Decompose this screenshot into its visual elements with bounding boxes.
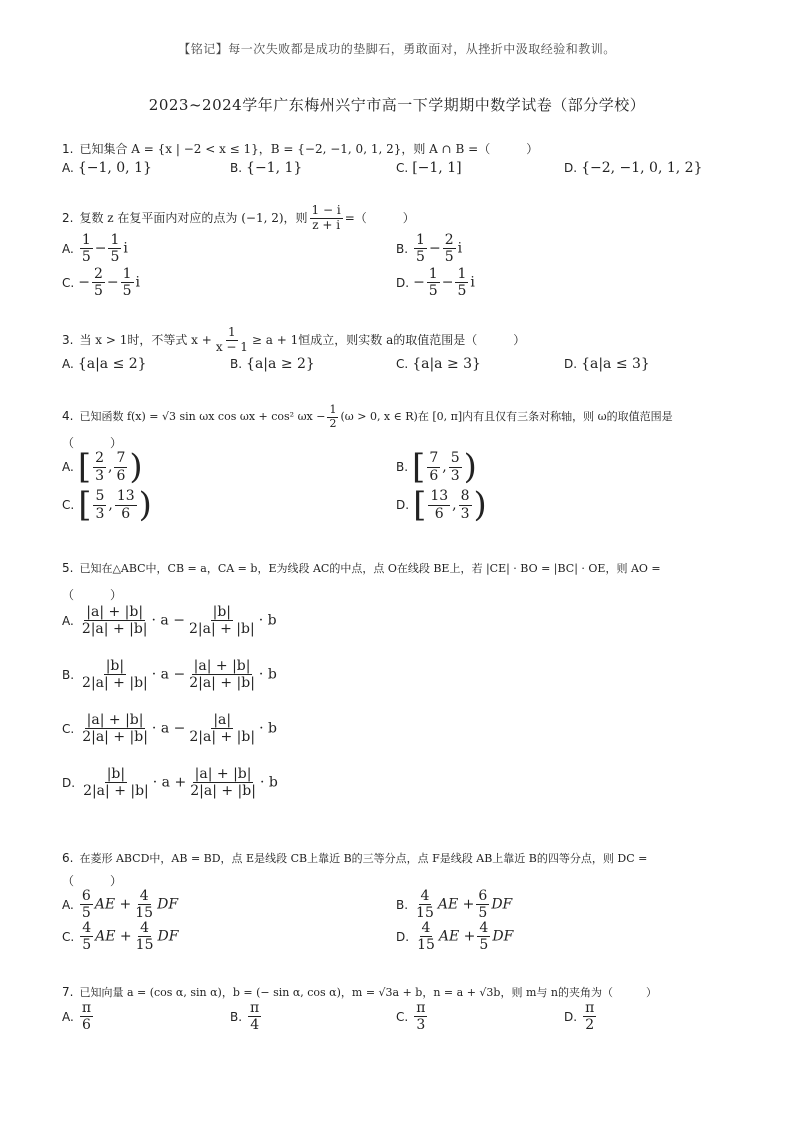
option-b[interactable]: B. $\frac{1}{5}$ − $\frac{2}{5}$ i: [396, 232, 463, 266]
question-number: 1.: [62, 142, 74, 156]
question-number: 5.: [62, 561, 74, 575]
question-stem: 当 x > 1时，不等式 x +: [79, 332, 212, 347]
option-a[interactable]: A. $\frac{|a| + |b|}{2|a| + |b|}$ · a − $\frac{|b|}{2|a| + |b|}$ · b: [62, 604, 277, 638]
answer-paren: （ ）: [62, 588, 123, 602]
option-a[interactable]: A. $\frac{6}{5}$ AE + $\frac{4}{15}$ DF: [62, 888, 179, 922]
question-5: [62, 560, 661, 603]
option-b[interactable]: B. {a|a ≥ 2}: [230, 356, 315, 372]
option-b[interactable]: B. $\frac{\pi}{4}$: [230, 1000, 260, 1034]
option-b[interactable]: B. $\frac{|b|}{2|a| + |b|}$ · a − $\frac{|a| + |b|}{2|a| + |b|}$ · b: [62, 658, 277, 692]
option-c[interactable]: C. [−1, 1]: [396, 160, 462, 176]
question-3: 3. 当 x > 1时，不等式 x + $\frac{1}{x - 1}$ ≥ a + 1恒成立，则实数 a的取值范围是（ ）: [62, 325, 526, 354]
answer-paren: （ ）: [62, 436, 123, 451]
question-stem: 已知函数 f(x) = √3 sin ωx cos ωx + cos² ωx −: [79, 410, 326, 424]
question-stem: 已知集合 A = {x | −2 < x ≤ 1}，B = {−2, −1, 0, 1, 2}，则 A ∩ B =（ ）: [79, 142, 539, 156]
option-a[interactable]: A. {−1, 0, 1}: [62, 160, 152, 176]
option-b[interactable]: B. {−1, 1}: [230, 160, 303, 176]
exam-title: 2023~2024学年广东梅州兴宁市高一下学期期中数学试卷（部分学校）: [148, 96, 646, 114]
question-2: 2. 复数 z 在复平面内对应的点为 (−1, 2)，则 $\frac{1 - i}{z + i}$ =（ ）: [62, 203, 415, 232]
option-d[interactable]: D. $\frac{|b|}{2|a| + |b|}$ · a + $\frac{|a| + |b|}{2|a| + |b|}$ · b: [62, 766, 278, 800]
option-d[interactable]: D. {a|a ≤ 3}: [564, 356, 650, 372]
option-c[interactable]: C. − $\frac{2}{5}$ − $\frac{1}{5}$ i: [62, 266, 140, 300]
option-d[interactable]: D. [ $\frac{13}{6}$ , $\frac{8}{3}$ ): [396, 485, 487, 525]
question-number: 3.: [62, 332, 74, 347]
question-stem: 已知在△ABC中，CB = a，CA = b，E为线段 AC的中点，点 O在线段 BE上，若 |CE| · BO = |BC| · OE，则 AO =: [79, 562, 661, 575]
option-c[interactable]: C. [ $\frac{5}{3}$ , $\frac{13}{6}$ ): [62, 485, 152, 525]
option-b[interactable]: B. $\frac{4}{15}$ AE + $\frac{6}{5}$ DF: [396, 888, 513, 922]
question-stem: 在菱形 ABCD中，AB = BD，点 E是线段 CB上靠近 B的三等分点，点 F是线段 AB上靠近 B的四等分点，则 DC =: [79, 852, 648, 865]
option-a[interactable]: A. $\frac{1}{5}$ − $\frac{1}{5}$ i: [62, 232, 128, 266]
question-stem: 复数 z 在复平面内对应的点为 (−1, 2)，则: [79, 210, 308, 225]
option-c[interactable]: C. $\frac{\pi}{3}$: [396, 1000, 426, 1034]
question-7: [62, 984, 657, 1000]
question-6: [62, 850, 647, 889]
option-d[interactable]: D. {−2, −1, 0, 1, 2}: [564, 160, 703, 176]
option-c[interactable]: C. $\frac{|a| + |b|}{2|a| + |b|}$ · a − $\frac{|a|}{2|a| + |b|}$ · b: [62, 712, 277, 746]
option-a[interactable]: A. {a|a ≤ 2}: [62, 356, 147, 372]
option-d[interactable]: D. $\frac{4}{15}$ AE + $\frac{4}{5}$ DF: [396, 920, 514, 954]
question-number: 7.: [62, 985, 74, 999]
option-d[interactable]: D. $\frac{\pi}{2}$: [564, 1000, 595, 1034]
option-a[interactable]: A. [ $\frac{2}{3}$ , $\frac{7}{6}$ ): [62, 447, 143, 487]
option-c[interactable]: C. $\frac{4}{5}$ AE + $\frac{4}{15}$ DF: [62, 920, 179, 954]
option-b[interactable]: B. [ $\frac{7}{6}$ , $\frac{5}{3}$ ): [396, 447, 477, 487]
question-number: 6.: [62, 851, 74, 865]
question-stem: 已知向量 a = (cos α, sin α)，b = (− sin α, cos α)，m = √3a + b，n = a + √3b，则 m与 n的夹角为（ ）: [79, 986, 657, 999]
motto-banner: 【铭记】每一次失败都是成功的垫脚石，勇敢面对，从挫折中汲取经验和教训。: [178, 42, 616, 56]
question-4: 4. 已知函数 f(x) = √3 sin ωx cos ωx + cos² ωx − $\frac{1}{2}$ (ω > 0, x ∈ R)在 [0, π]内有且仅有三条对称轴，则 ω的取值范围是 （ ）: [62, 403, 673, 451]
option-d[interactable]: D. − $\frac{1}{5}$ − $\frac{1}{5}$ i: [396, 266, 475, 300]
question-number: 4.: [62, 409, 74, 424]
question-1: [62, 140, 538, 157]
question-number: 2.: [62, 210, 74, 225]
option-a[interactable]: A. $\frac{\pi}{6}$: [62, 1000, 92, 1034]
answer-paren: （ ）: [62, 874, 123, 888]
option-c[interactable]: C. {a|a ≥ 3}: [396, 356, 481, 372]
